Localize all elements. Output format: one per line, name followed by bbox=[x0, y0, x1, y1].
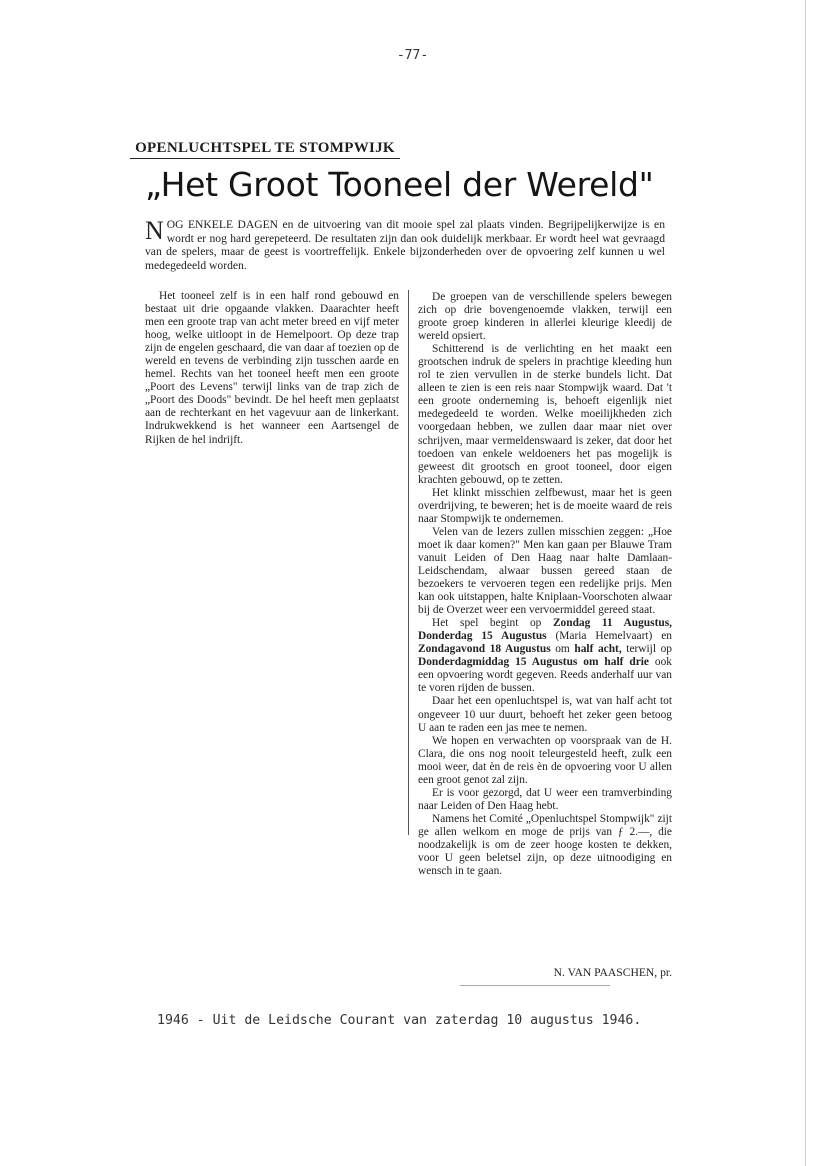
right-paragraph-8: Er is voor gezorgd, dat U weer een tramverbinding naar Leiden of Den Haag hebt. bbox=[418, 786, 672, 812]
page-edge-line bbox=[805, 0, 806, 1166]
right-paragraph-4: Velen van de lezers zullen misschien zeggen: „Hoe moet ik daar komen?" Men kan gaan per Blauwe Tram vanuit Leiden of Den Haag naar halte Damlaan-Leidschendam, alwaar bussen gereed staan de bezoekers te vervoeren tegen een redelijke prijs. Men kan ook uitstappen, halte Kniplaan-Voorschoten alwaar bij de Overzet weer een vervoermiddel gereed staat. bbox=[418, 525, 672, 617]
right-column bbox=[418, 291, 672, 878]
article-headline: „Het Groot Tooneel der Wereld" bbox=[145, 165, 654, 204]
article-signature: N. VAN PAASCHEN, pr. bbox=[553, 966, 672, 979]
intro-text: OG ENKELE DAGEN en de uitvoering van dit mooie spel zal plaats vinden. Begrijpelijkerwijze is en wordt er nog hard gerepeteerd. De resultaten zijn dan ook duidelijk merkbaar. Er wordt heel wat gevraagd van de spelers, maar de geest is voortreffelijk. Enkele bijzonderheden over de opvoering zelf kunnen u wel medegedeeld worden. bbox=[145, 218, 665, 272]
right-paragraph-7: We hopen en verwachten op voorspraak van de H. Clara, die ons nog nooit teleurgesteld heeft, zulk een mooi weer, dat èn de reis èn de opvoering voor U allen een groot genot zal zijn. bbox=[418, 734, 672, 786]
schedule-date-bold: Donderdag 15 Augustus bbox=[418, 630, 547, 643]
intro-dropcap: N bbox=[145, 216, 164, 245]
schedule-date-bold: Donderdagmiddag 15 Augustus om half drie bbox=[418, 656, 649, 669]
column-divider bbox=[408, 290, 409, 835]
schedule-text: (Maria Hemelvaart) en bbox=[546, 630, 672, 643]
schedule-date-bold: Zondag 11 Augustus, bbox=[552, 617, 672, 630]
article-intro bbox=[145, 218, 665, 272]
right-paragraph-1: De groepen van de verschillende spelers bewegen zich op drie bovengenoemde vlakken, terwijl een groote groep kinderen in allerlei kleurige kleedij de wereld opsiert. bbox=[418, 291, 672, 343]
page-number: -77- bbox=[396, 48, 429, 63]
left-column bbox=[145, 290, 399, 447]
schedule-text: om bbox=[550, 643, 575, 656]
right-paragraph-6: Daar het een openluchtspel is, wat van half acht tot ongeveer 10 uur duurt, behoeft het zeker geen betoog U aan te raden een jas mee te nemen. bbox=[418, 695, 672, 734]
article-kicker: OPENLUCHTSPEL TE STOMPWIJK bbox=[130, 140, 400, 159]
schedule-text: terwijl op bbox=[621, 643, 672, 656]
schedule-time-bold: half acht, bbox=[574, 643, 622, 656]
schedule-date-bold: Zondagavond 18 Augustus bbox=[418, 643, 551, 656]
right-paragraph-3: Het klinkt misschien zelfbewust, maar het is geen overdrijving, te beweren; het is de moeite waard de reis naar Stompwijk te ondernemen. bbox=[418, 486, 672, 525]
right-paragraph-2: Schitterend is de verlichting en het maakt een grootschen indruk de spelers in prachtige kleeding hun rol te zien vervullen in de sterke bundels licht. Dat alleen te zien is een reis naar Stompwijk waard. Dat 't een groote onderneming is, behoeft eigenlijk niet medegedeeld te worden. Welke moeilijkheden zich voorgedaan hebben, we zullen daar maar niet over schrijven, maar vermeldenswaard is zeker, dat door het toedoen van enkele weldoeners het pas mogelijk is geweest dit grootsch en groot tooneel, door eigen krachten gebouwd, op te zetten. bbox=[418, 343, 672, 486]
schedule-text: ook een opvoering wordt gegeven. Reeds anderhalf uur van te voren rijden de bussen. bbox=[418, 656, 672, 695]
left-paragraph: Het tooneel zelf is in een half rond gebouwd en bestaat uit drie opgaande vlakken. Daarachter heeft men een groote trap van acht meter breed en vijf meter hoog, welke uitloopt in de Hemelpoort. Op deze trap zijn de engelen geschaard, die van daar af toezien op de wereld en tevens de verbinding zijn tusschen aarde en hemel. Rechts van het tooneel heeft men een groote „Poort des Levens" terwijl links van de trap zich de „Poort des Doods" bevindt. De hel heeft men geplaatst aan de rechterkant en het vagevuur aan de linkerkant. Indrukwekkend is het wanneer een Aartsengel de Rijken de hel indrijft. bbox=[145, 290, 399, 446]
source-caption: 1946 - Uit de Leidsche Courant van zaterdag 10 augustus 1946. bbox=[157, 1013, 642, 1028]
schedule-text: Het spel begint op bbox=[432, 617, 553, 630]
right-paragraph-5 bbox=[418, 617, 672, 695]
right-paragraph-9: Namens het Comité „Openluchtspel Stompwijk" zijt ge allen welkom en moge de prijs van ƒ 2.—, die noodzakelijk is om de zeer hooge kosten te dekken, voor U geen beletsel zijn, op deze uitnoodiging en wensch in te gaan. bbox=[418, 812, 672, 878]
signature-rule bbox=[460, 985, 610, 986]
